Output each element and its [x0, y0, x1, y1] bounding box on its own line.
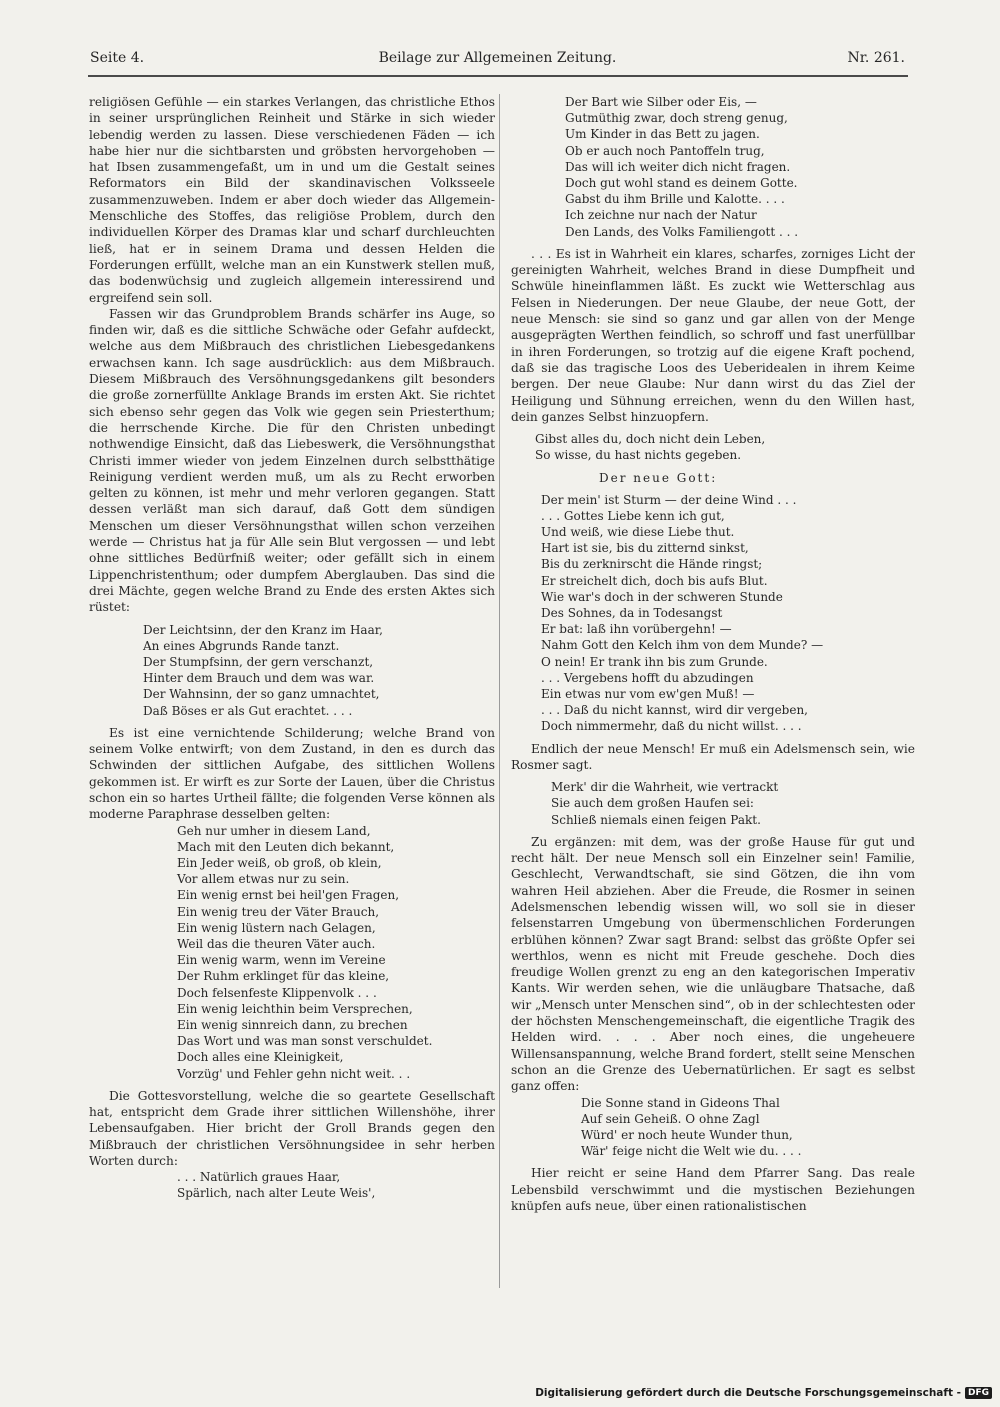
verse-line: . . . Natürlich graues Haar, — [177, 1170, 341, 1185]
verse-line: Den Lands, des Volks Familiengott . . . — [565, 224, 799, 239]
verse-line: Der Wahnsinn, der so ganz umnachtet, — [143, 687, 380, 702]
paragraph: Fassen wir das Grundproblem Brands schärfer ins Auge, so finden wir, daß es die sittliche Schwäche oder Gefahr aufdeckt, welche aus dem Mißbrauch des christlichen Liebesgedankens erwachsen kann. Ich sage ausdrücklich: aus dem Mißbrauch. Diesem Mißbrauch des Versöhnungsgedankens gilt besonders die große zornerfüllte Anklage Brands im ersten Akt. Sie richtet sich ebenso sehr gegen das Volk wie gegen sein Priesterthum; die herrschende Kirche. Die für den Christen unbedingt nothwendige Einsicht, daß das Liebeswerk, die Versöhnungsthat Christi immer wieder von jedem Einzelnen durch selbstthätige Reinigung verdient werden muß, um als zu Recht erworben gelten zu können, ist mehr und mehr verloren gegangen. Statt dessen verläßt man sich darauf, daß Gott dem sündigen Menschen um dieser Versöhnungsthat willen schon verzeihen werde — Christus hat ja für Alle sein Blut vergossen — und lebt ohne sittliches Bedürfniß weiter; oder gefällt sich in einem Lippenchristenthum; oder dumpfem Aberglauben. Das sind die drei Mächte, gegen welche Brand zu Ende des ersten Aktes sich rüstet: — [89, 306, 495, 615]
verse-line: . . . Gottes Liebe kenn ich gut, — [541, 508, 725, 523]
page-header — [90, 50, 905, 72]
verse-line: Mach mit den Leuten dich bekannt, — [177, 839, 395, 854]
verse-line: Er streichelt dich, doch bis aufs Blut. — [541, 573, 768, 588]
verse-line: Das will ich weiter dich nicht fragen. — [565, 159, 791, 174]
section-heading: Der neue Gott: — [599, 470, 718, 485]
paragraph: Es ist eine vernichtende Schilderung; welche Brand von seinem Volke entwirft; von dem Zustand, in den es durch das Schwinden der sittlichen Aufgabe, des sittlichen Wollens gekommen ist. Er wirft es zur Sorte der Lauen, über die Christus schon ein so hartes Urtheil fällte; die folgenden Verse können als moderne Paraphrase desselben gelten: — [89, 725, 495, 822]
digitization-credit — [535, 1387, 992, 1399]
verse-line: Doch felsenfeste Klippenvolk . . . — [177, 985, 377, 1000]
verse-line: Doch gut wohl stand es deinem Gotte. — [565, 176, 798, 191]
verse-line: Um Kinder in das Bett zu jagen. — [565, 127, 760, 142]
verse-line: Wie war's doch in der schweren Stunde — [541, 589, 783, 604]
column-divider — [499, 94, 500, 1288]
verse-block — [511, 492, 915, 735]
right-column — [511, 94, 915, 1214]
verse-line: Er bat: laß ihn vorübergehn! — — [541, 622, 732, 637]
verse-line: Doch nimmermehr, daß du nicht willst. . . . — [541, 719, 802, 734]
paragraph: . . . Es ist in Wahrheit ein klares, scharfes, zorniges Licht der gereinigten Wahrheit, welches Brand in diese Dumpfheit und Schwüle hineinflammen läßt. Es zuckt wie Wetterschlag aus Felsen in Niederungen. Der neue Glaube, der neue Gott, der neue Mensch: sie sind so ganz und gar allen von der Menge ausgeprägten Werthen feindlich, so schroff und fast unerfüllbar in ihren Forderungen, so trotzig auf die eigene Kraft pochend, daß sie das tragische Loos des Ueberidealen in ihrem Keime bergen. Der neue Glaube: Nur dann wirst du das Ziel der Heiligung und Sühnung erreichen, wenn du den Willen hast, dein ganzes Selbst hinzuopfern. — [511, 246, 915, 424]
verse-line: Ein wenig leichthin beim Versprechen, — [177, 1001, 413, 1016]
verse-block — [89, 823, 495, 1082]
verse-line: Doch alles eine Kleinigkeit, — [177, 1050, 344, 1065]
verse-line: Ob er auch noch Pantoffeln trug, — [565, 143, 765, 158]
verse-line: Wär' feige nicht die Welt wie du. . . . — [581, 1144, 802, 1159]
verse-line: Und weiß, wie diese Liebe thut. — [541, 524, 735, 539]
verse-line: Ein wenig ernst bei heil'gen Fragen, — [177, 888, 400, 903]
verse-block — [89, 1169, 495, 1201]
verse-line: Der Ruhm erklinget für das kleine, — [177, 969, 390, 984]
verse-line: Merk' dir die Wahrheit, wie vertrackt — [551, 780, 779, 795]
header-issue-number: Nr. 261. — [847, 50, 905, 66]
verse-line: Spärlich, nach alter Leute Weis', — [177, 1186, 376, 1201]
verse-line: Ein wenig lüstern nach Gelagen, — [177, 920, 376, 935]
verse-line: Der mein' ist Sturm — der deine Wind . . . — [541, 492, 797, 507]
verse-line: Auf sein Geheiß. O ohne Zagl — [581, 1111, 760, 1126]
paragraph: religiösen Gefühle — ein starkes Verlangen, das christliche Ethos in seiner ursprünglichen Reinheit und Stärke in sich wieder lebendig werden zu lassen. Diese verschiedenen Fäden — ich habe hier nur die sichtbarsten und gröbsten hervorgehoben — hat Ibsen zusammengefaßt, um in und um die Gestalt seines Reformators ein Bild der skandinavischen Volksseele zusammenzuweben. Indem er aber doch wieder das Allgemein-Menschliche des Stoffes, das religiöse Problem, durch den individuellen Körper des Dramas klar und scharf durchleuchten ließ, hat er in seinem Drama und dessen Helden die Forderungen erfüllt, welche man an ein Kunstwerk stellen muß, das bodenwüchsig und zugleich allgemein interessirend und ergreifend sein soll. — [89, 95, 495, 305]
verse-line: Sie auch dem großen Haufen sei: — [551, 796, 754, 811]
header-title: Beilage zur Allgemeinen Zeitung. — [378, 50, 617, 66]
paragraph: Hier reicht er seine Hand dem Pfarrer Sang. Das reale Lebensbild verschwimmt und die mystischen Beziehungen knüpfen aufs neue, über einen rationalistischen — [511, 1166, 915, 1213]
verse-line: Hinter dem Brauch und dem was war. — [143, 671, 375, 686]
header-page-number: Seite 4. — [90, 50, 145, 66]
verse-line: Der Leichtsinn, der den Kranz im Haar, — [143, 622, 383, 637]
verse-line: . . . Vergebens hofft du abzudingen — [541, 670, 754, 685]
verse-line: Gutmüthig zwar, doch streng genug, — [565, 111, 788, 126]
verse-line: O nein! Er trank ihn bis zum Grunde. — [541, 654, 768, 669]
header-rule — [88, 75, 908, 77]
verse-line: Hart ist sie, bis du zitternd sinkst, — [541, 541, 749, 556]
paragraph: Endlich der neue Mensch! Er muß ein Adelsmensch sein, wie Rosmer sagt. — [511, 741, 915, 772]
verse-line: . . . Daß du nicht kannst, wird dir vergeben, — [541, 703, 808, 718]
verse-line: Gabst du ihm Brille und Kalotte. . . . — [565, 192, 785, 207]
verse-line: Weil das die theuren Väter auch. — [177, 936, 376, 951]
verse-line: Der Bart wie Silber oder Eis, — — [565, 95, 757, 109]
verse-line: Bis du zerknirscht die Hände ringst; — [541, 557, 763, 572]
verse-line: So wisse, du hast nichts gegeben. — [535, 448, 742, 463]
verse-line: Schließ niemals einen feigen Pakt. — [551, 812, 761, 827]
dfg-logo: DFG — [965, 1387, 992, 1399]
verse-block — [511, 779, 915, 828]
verse-line: Daß Böses er als Gut erachtet. . . . — [143, 703, 353, 718]
verse-block — [511, 94, 915, 240]
verse-line: Geh nur umher in diesem Land, — [177, 823, 371, 838]
verse-line: Das Wort und was man sonst verschuldet. — [177, 1034, 433, 1049]
verse-line: Vor allem etwas nur zu sein. — [177, 872, 350, 887]
verse-line: Die Sonne stand in Gideons Thal — [581, 1095, 780, 1110]
paragraph: Zu ergänzen: mit dem, was der große Hause für gut und recht hält. Der neue Mensch soll ein Einzelner sein! Familie, Geschlecht, Verwandtschaft, sie sind Götzen, die ihn vom wahren Heil abziehen. Aber die Freude, die Rosmer in seinen Adelsmenschen lebendig wissen will, wo soll sie in dieser felsenstarren Umgebung von übermenschlichen Forderungen erblühen können? Zwar sagt Brand: selbst das größte Opfer sei werthlos, wenn es nicht mit Freude geschehe. Doch dies freudige Wollen grenzt zu eng an den kategorischen Imperativ Kants. Wir werden sehen, wie die unläugbare Thatsache, daß wir „Mensch unter Menschen sind“, ob in der schlechtesten oder der höchsten Menschengemeinschaft, die eigentliche Tragik des Helden wird. . . . Aber noch eines, die ungeheuere Willensanspannung, welche Brand fordert, stellt seine Menschen schon an die Grenze des Uebernatürlichen. Er sagt es selbst ganz offen: — [511, 834, 915, 1094]
verse-line: Der Stumpfsinn, der gern verschanzt, — [143, 654, 374, 669]
verse-line: Ein Jeder weiß, ob groß, ob klein, — [177, 855, 382, 870]
verse-line: Nahm Gott den Kelch ihm von dem Munde? — — [541, 638, 824, 653]
verse-block — [511, 431, 915, 463]
verse-block — [511, 1095, 915, 1160]
verse-line: Ein wenig warm, wenn im Vereine — [177, 953, 386, 968]
verse-line: Würd' er noch heute Wunder thun, — [581, 1127, 793, 1142]
credit-text: Digitalisierung gefördert durch die Deutsche Forschungsgemeinschaft - — [535, 1387, 961, 1399]
verse-line: Vorzüg' und Fehler gehn nicht weit. . . — [177, 1066, 411, 1081]
verse-line: Des Sohnes, da in Todesangst — [541, 605, 723, 620]
verse-line: Ich zeichne nur nach der Natur — [565, 208, 757, 223]
verse-line: Ein wenig treu der Väter Brauch, — [177, 904, 380, 919]
verse-line: Gibst alles du, doch nicht dein Leben, — [535, 432, 766, 447]
verse-line: Ein etwas nur vom ew'gen Muß! — — [541, 686, 755, 701]
paragraph: Die Gottesvorstellung, welche die so geartete Gesellschaft hat, entspricht dem Grade ihrer sittlichen Willenshöhe, ihrer Lebensaufgaben. Hier bricht der Groll Brands gegen den Mißbrauch der christlichen Versöhnungsidee in sehr herben Worten durch: — [89, 1088, 495, 1168]
verse-line: An eines Abgrunds Rande tanzt. — [143, 638, 340, 653]
verse-block — [89, 622, 495, 719]
left-column — [89, 94, 495, 1202]
verse-line: Ein wenig sinnreich dann, zu brechen — [177, 1017, 408, 1032]
